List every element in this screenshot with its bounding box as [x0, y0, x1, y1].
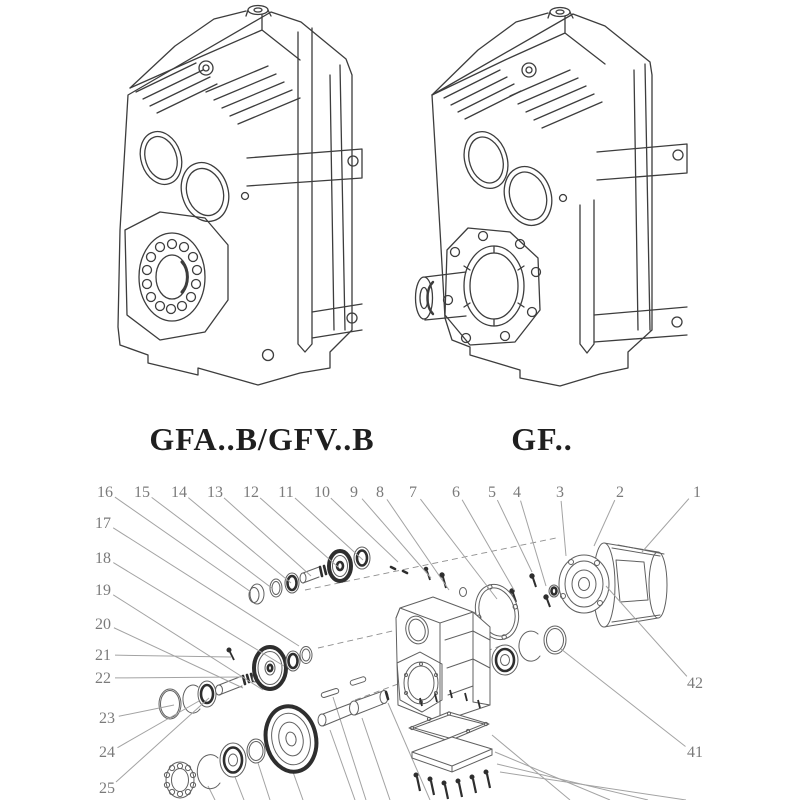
callout-leader-8 — [387, 499, 449, 590]
callout-leader-5 — [497, 500, 532, 572]
motor-assembly — [559, 543, 667, 627]
gear-housing — [396, 597, 490, 722]
callout-number-20: 20 — [95, 616, 111, 633]
callout-number-24: 24 — [99, 744, 115, 761]
callout-leader-7 — [420, 499, 497, 599]
callout-number-41: 41 — [687, 744, 703, 761]
callout-number-5: 5 — [488, 484, 496, 501]
callout-number-16: 16 — [97, 484, 113, 501]
callout-number-1: 1 — [693, 484, 701, 501]
callout-number-12: 12 — [243, 484, 259, 501]
callout-number-10: 10 — [314, 484, 330, 501]
shaft-key — [350, 676, 367, 686]
callout-leader-41 — [561, 649, 685, 747]
callout-leader-16 — [115, 497, 251, 592]
callout-number-15: 15 — [134, 484, 150, 501]
callout-leader-1 — [642, 499, 689, 552]
model-label-left: GFA..B/GFV..B — [149, 421, 375, 457]
callout-leader-14 — [188, 498, 291, 583]
callout-number-2: 2 — [616, 484, 624, 501]
callout-leader-3 — [561, 501, 566, 556]
callout-number-23: 23 — [99, 710, 115, 727]
motor-terminal-box — [616, 560, 648, 602]
callout-leader-4 — [521, 501, 546, 586]
callout-number-42: 42 — [687, 675, 703, 692]
gearbox-drawing-left — [118, 6, 362, 386]
callout-number-4: 4 — [513, 484, 521, 501]
callout-leader-12 — [260, 498, 338, 567]
circlip — [519, 631, 540, 661]
callout-number-13: 13 — [207, 484, 223, 501]
o-ring — [159, 689, 181, 719]
callout-leader-15 — [152, 497, 273, 589]
callout-leader-2 — [594, 500, 615, 546]
output-gear — [260, 702, 323, 777]
callout-number-6: 6 — [452, 484, 460, 501]
callout-leader-13 — [224, 498, 311, 576]
snap-ring — [197, 755, 220, 789]
callout-number-25: 25 — [99, 780, 115, 797]
bearing-rollers-left — [143, 240, 202, 314]
callout-leader-6 — [462, 500, 514, 590]
callout-number-21: 21 — [95, 647, 111, 664]
callout-number-17: 17 — [95, 515, 111, 532]
callout-number-22: 22 — [95, 670, 111, 687]
callout-number-3: 3 — [556, 484, 564, 501]
exploded-parts-diagram — [159, 538, 686, 800]
spacer-ring — [247, 739, 265, 763]
output-shaft — [350, 701, 359, 715]
callout-number-19: 19 — [95, 582, 111, 599]
callout-leader-11 — [295, 498, 363, 560]
callout-number-8: 8 — [376, 484, 384, 501]
gearbox-drawing-right — [416, 8, 688, 387]
callout-leader-9 — [362, 499, 431, 578]
callout-number-9: 9 — [350, 484, 358, 501]
fastener-set — [391, 567, 559, 607]
output-bearing — [166, 762, 194, 798]
input-shaft-assembly — [249, 547, 370, 604]
cover-plate — [412, 737, 492, 766]
callout-number-18: 18 — [95, 550, 111, 567]
callout-number-11: 11 — [278, 484, 294, 501]
callout-leader-22 — [115, 677, 242, 678]
callout-number-14: 14 — [171, 484, 187, 501]
shaft-key — [321, 688, 340, 698]
callout-number-7: 7 — [409, 484, 417, 501]
cover-bolts — [414, 770, 490, 799]
model-label-right: GF.. — [511, 421, 573, 457]
